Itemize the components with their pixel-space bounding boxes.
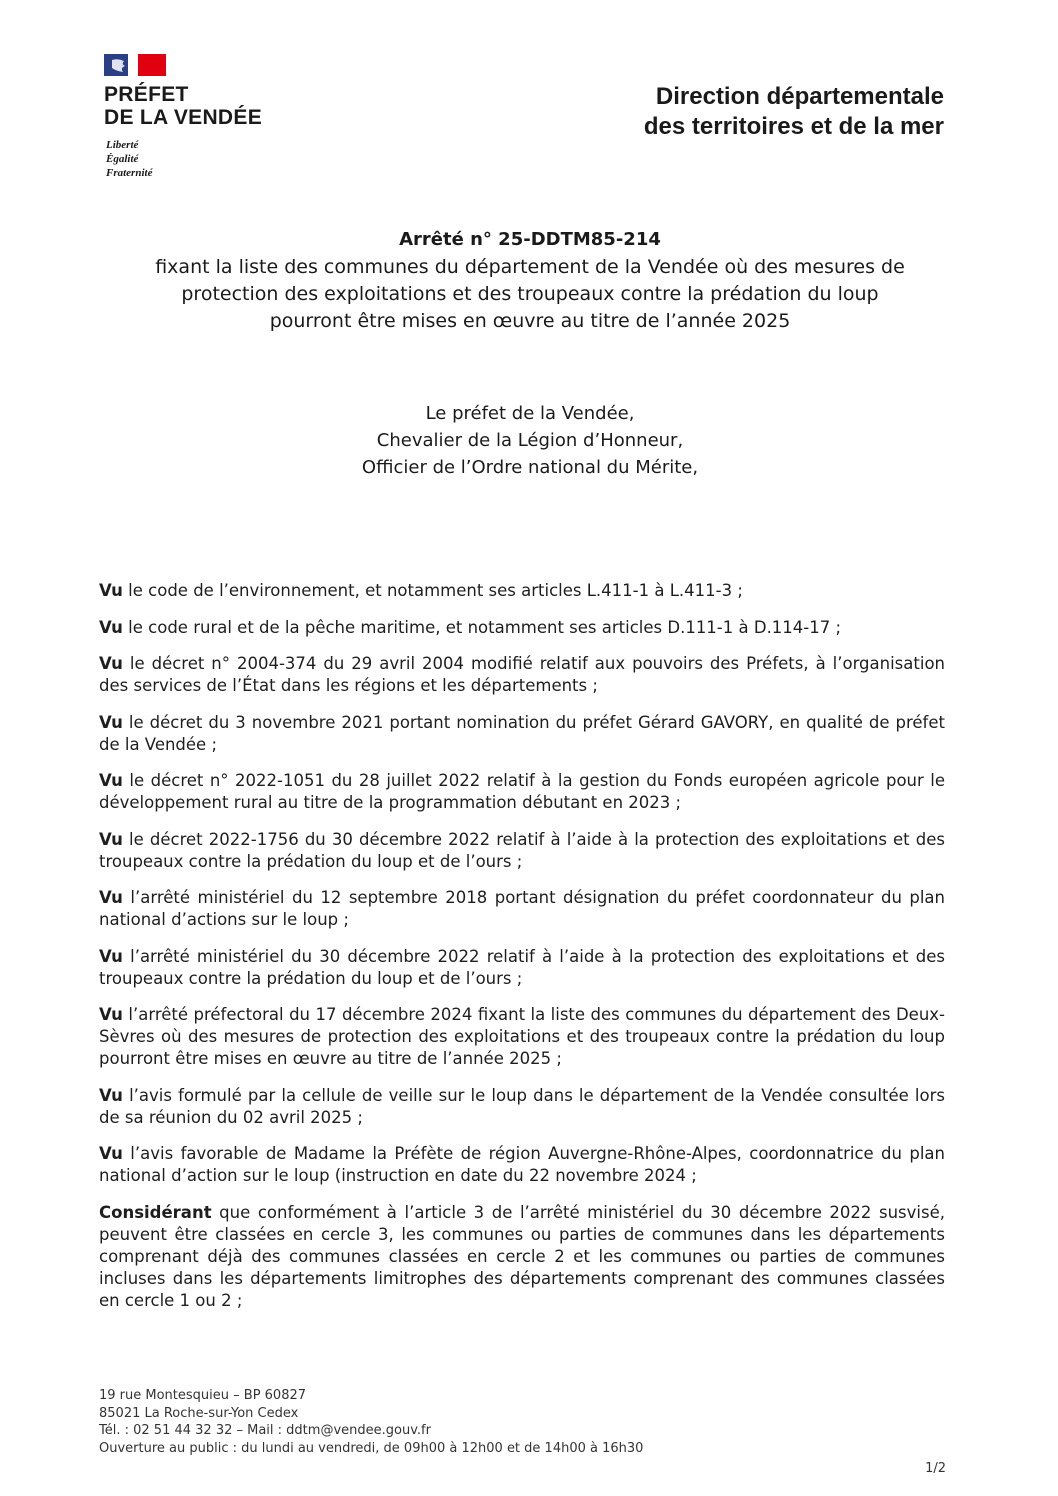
republique-logo [104,54,166,76]
visa-paragraph [99,712,945,756]
visa-text: le code de l’environnement, et notamment ses articles L.411-1 à L.411-3 ; [122,581,743,600]
visa-keyword: Vu [99,888,123,907]
devise-fraternite: Fraternité [106,167,153,179]
visa-paragraph [99,1143,945,1187]
footer-address-line-2: 85021 La Roche-sur-Yon Cedex [99,1405,299,1421]
visa-keyword: Vu [99,1085,123,1105]
footer-address-line-1: 19 rue Montesquieu – BP 60827 [99,1388,307,1403]
visa-paragraph [99,770,945,814]
page-number: 1/2 [925,1461,946,1476]
visa-text: le code rural et de la pêche maritime, et notamment ses articles D.111-1 à D.114-17 ; [122,617,842,637]
prefect-titles [60,400,1000,481]
visa-keyword: Vu [99,617,123,637]
visa-text: le décret 2022-1756 du 30 décembre 2022 relatif à l’aide à la protection des exploitations et des troupeaux contre la prédation du loup et de l’ours ; [99,829,945,871]
arrete-number: Arrêté n° 25-DDTM85-214 [399,229,661,250]
visa-keyword: Vu [99,771,123,790]
visa-keyword: Vu [99,1005,123,1024]
visa-keyword: Vu [99,1144,123,1163]
prefect-line: Le préfet de la Vendée, [425,403,635,424]
arrete-object-line: fixant la liste des communes du département de la Vendée où des mesures de [155,256,905,278]
marianne-flag-icon [104,54,166,76]
arrete-title [60,226,1000,335]
visa-paragraph [99,617,945,639]
considerant-text: que conformément à l’article 3 de l’arrêté ministériel du 30 décembre 2022 susvisé, peuvent être classées en cercle 3, les communes ou parties de communes dans les départements comprenant déjà des communes classées en cercle 2 et les communes ou parties de communes incluses dans les départements limitrophes des départements comprenant des communes classées en cercle 1 ou 2 ; [99,1202,945,1310]
visa-paragraph [99,580,945,602]
devise-egalite: Égalité [106,153,139,165]
footer-contact: Tél. : 02 51 44 32 32 – Mail : ddtm@vendee.gouv.fr [99,1423,431,1438]
prefect-line: Officier de l’Ordre national du Mérite, [361,457,699,478]
footer-hours: Ouverture au public : du lundi au vendredi, de 09h00 à 12h00 et de 14h00 à 16h30 [99,1440,644,1456]
arrete-object-line: pourront être mises en œuvre au titre de l’année 2025 [269,310,791,332]
visa-paragraph [99,1085,945,1129]
visa-text: le décret n° 2022-1051 du 28 juillet 2022 relatif à la gestion du Fonds européen agricole pour le développement rural au titre de la programmation débutant en 2023 ; [99,771,945,812]
visa-text: le décret du 3 novembre 2021 portant nomination du préfet Gérard GAVORY, en qualité de préfet de la Vendée ; [99,712,945,754]
visa-text: l’arrêté ministériel du 30 décembre 2022 relatif à l’aide à la protection des exploitations et des troupeaux contre la prédation du loup et de l’ours ; [99,946,945,988]
visa-text: le décret n° 2004-374 du 29 avril 2004 modifié relatif aux pouvoirs des Préfets, à l’organisation des services de l’État dans les régions et les départements ; [99,654,945,695]
visa-keyword: Vu [99,654,123,673]
devise-liberte: Liberté [106,139,139,151]
visa-paragraph [99,829,945,873]
prefect-line: Chevalier de la Légion d’Honneur, [376,430,684,451]
visa-paragraph [99,1004,945,1070]
visa-paragraph [99,946,945,990]
devise [106,138,152,180]
direction-title [644,82,944,142]
visa-text: l’avis formulé par la cellule de veille sur le loup dans le département de la Vendée consultée lors de sa réunion du 02 avril 2025 ; [99,1085,945,1127]
visa-keyword: Vu [99,712,123,732]
arrete-object-line: protection des exploitations et des troupeaux contre la prédation du loup [181,283,879,305]
prefet-line-1: PRÉFET [104,83,189,106]
visa-paragraph [99,653,945,697]
visa-paragraph [99,887,945,931]
visa-keyword: Vu [99,829,123,849]
visa-keyword: Vu [99,581,123,600]
footer-address [99,1387,643,1457]
visa-text: l’arrêté ministériel du 12 septembre 2018 portant désignation du préfet coordonnateur du plan national d’actions sur le loup ; [99,888,945,929]
visa-keyword: Vu [99,946,123,966]
visas-section [99,580,945,1326]
considerant-paragraph [99,1202,945,1312]
visa-text: l’arrêté préfectoral du 17 décembre 2024 fixant la liste des communes du département des Deux-Sèvres où des mesures de protection des exploitations et des troupeaux contre la prédation du loup pourront être mises en œuvre au titre de l’année 2025 ; [99,1005,945,1068]
visa-text: l’avis favorable de Madame la Préfète de région Auvergne-Rhône-Alpes, coordonnatrice du plan national d’action sur le loup (instruction en date du 22 novembre 2024 ; [99,1144,945,1185]
direction-line-2: des territoires et de la mer [643,113,944,140]
considerant-keyword: Considérant [99,1202,212,1222]
prefet-line-2: DE LA VENDÉE [104,106,263,129]
arrete-object [60,254,1000,335]
direction-line-1: Direction départementale [655,83,944,110]
